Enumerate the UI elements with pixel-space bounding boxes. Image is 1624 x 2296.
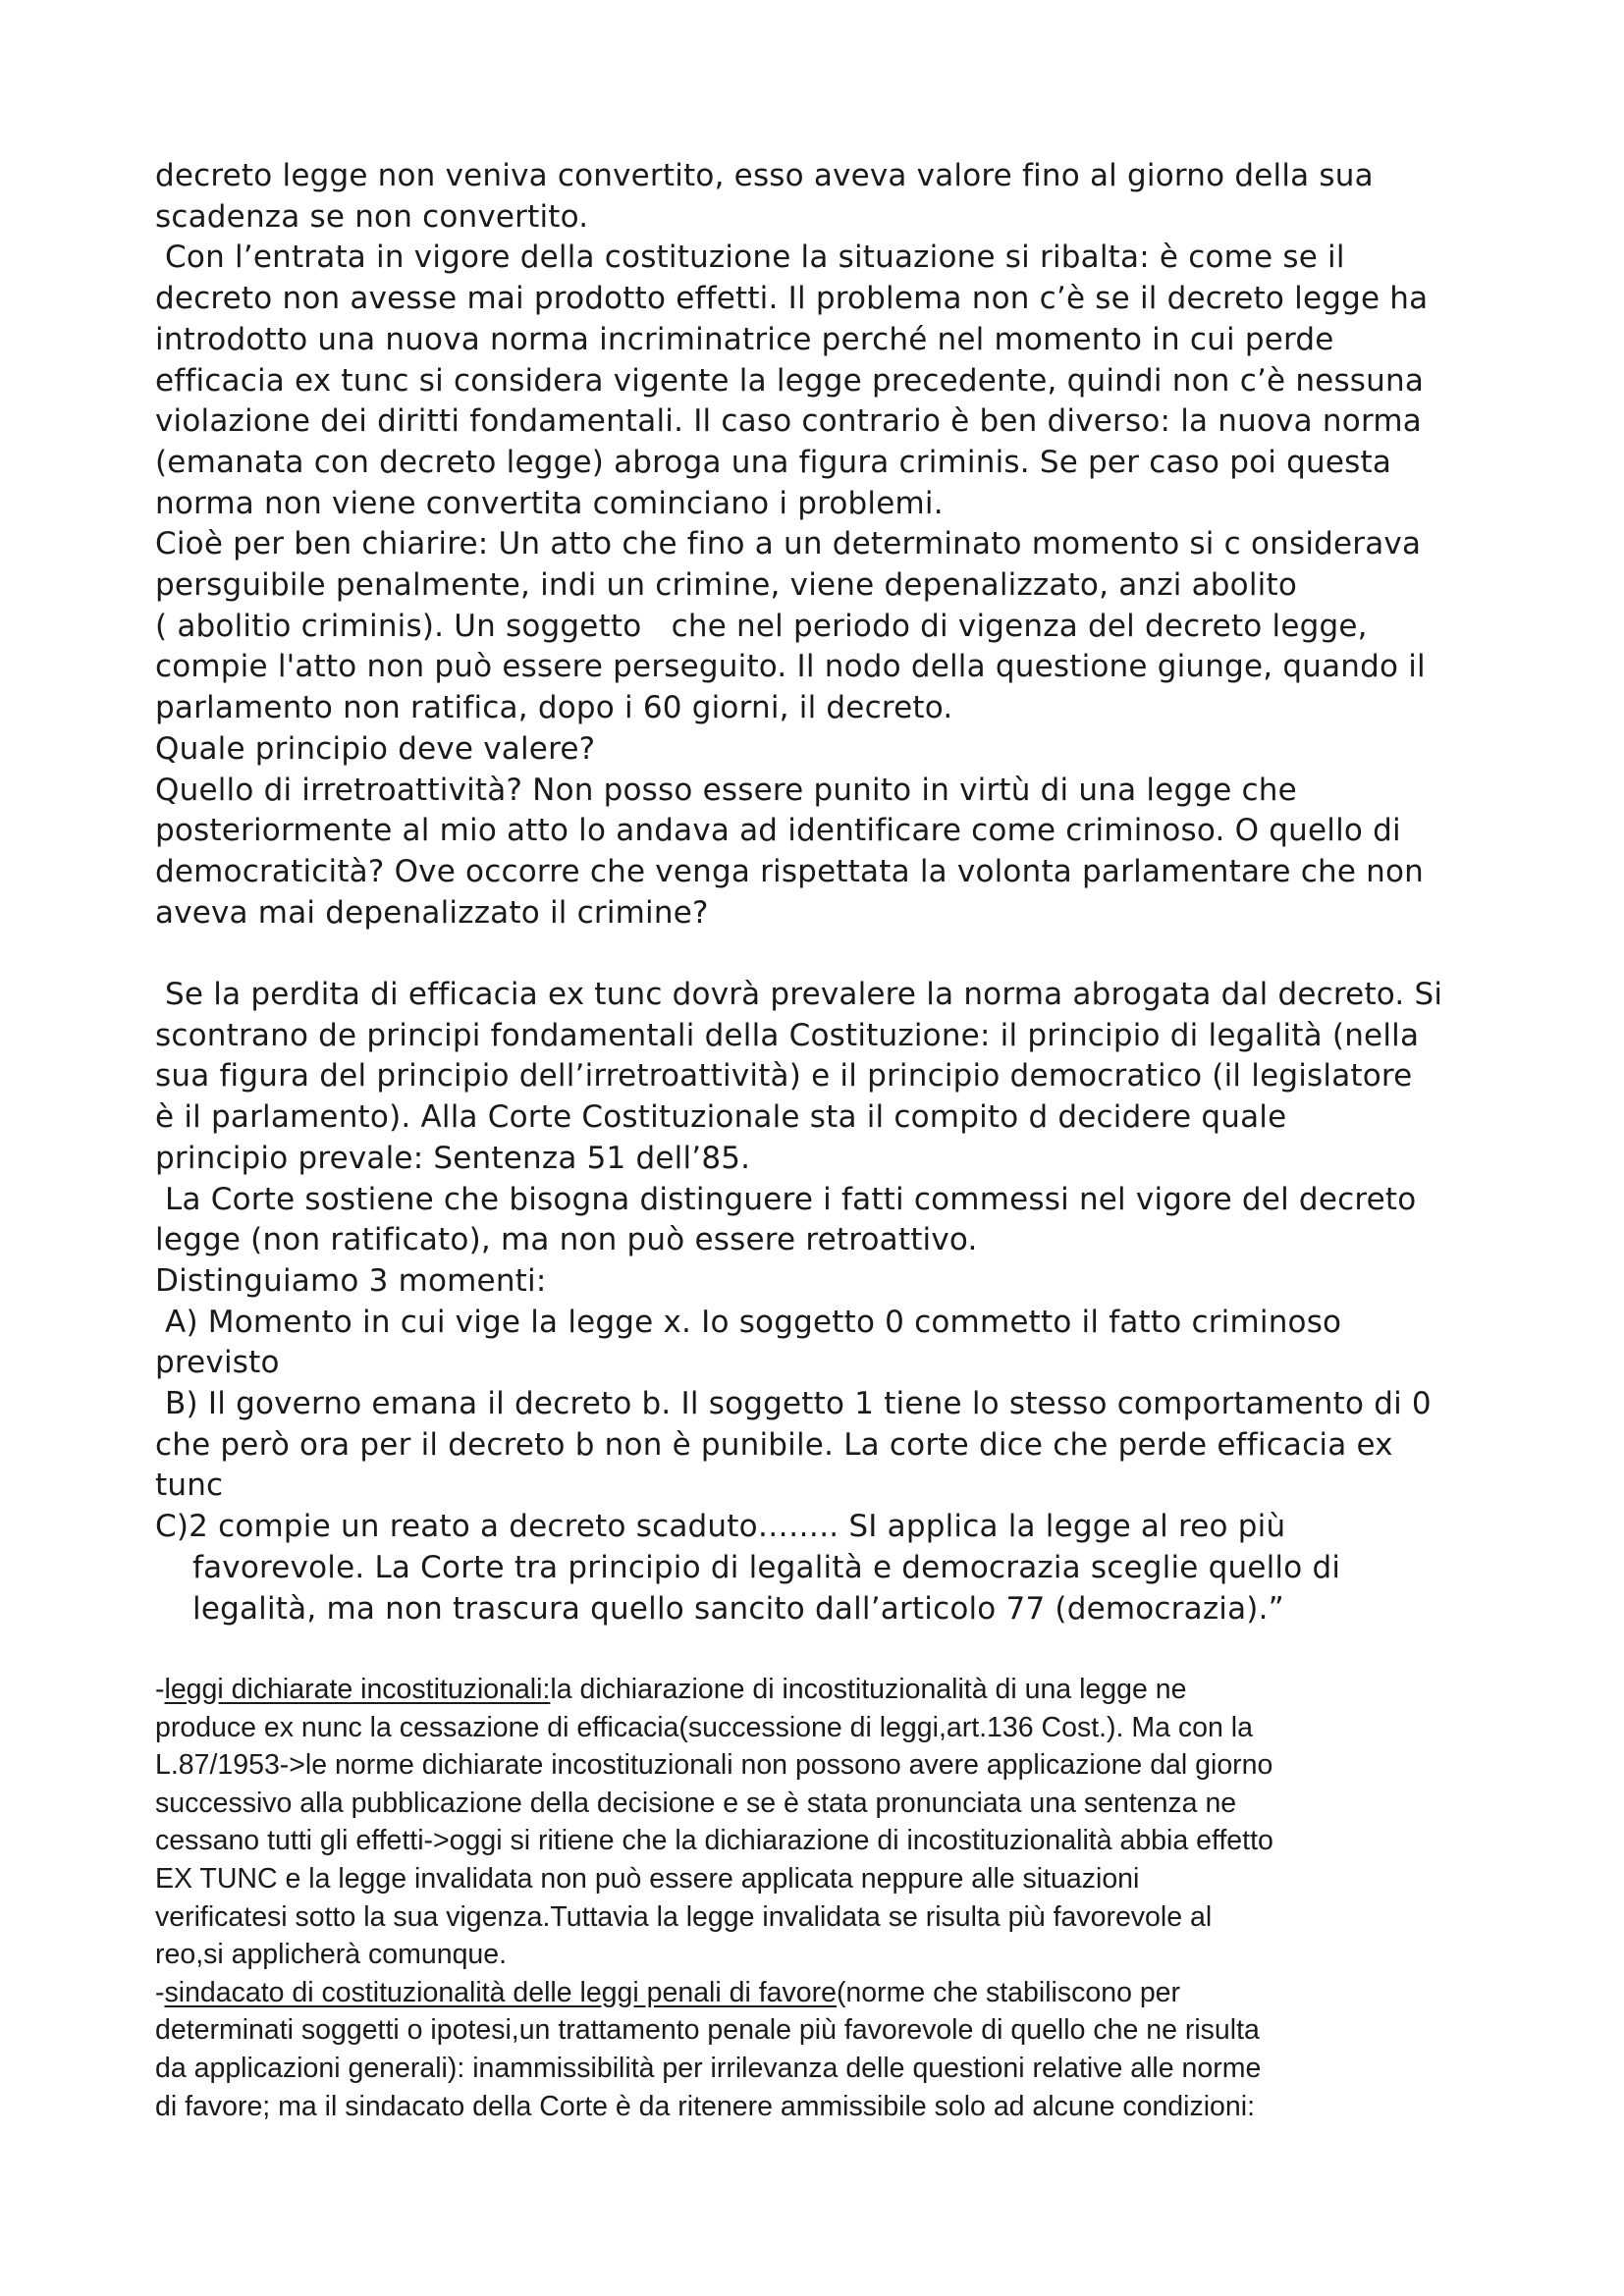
text-line: Se la perdita di efficacia ex tunc dovrà prevalere la norma abrogata dal decreto. Si (155, 977, 1443, 1012)
text-line: aveva mai depenalizzato il crimine? (155, 894, 709, 931)
text-line: Quello di irretroattività? Non posso essere punito in virtù di una legge che (155, 772, 1297, 808)
text-line: decreto legge non veniva convertito, esso aveva valore fino al giorno della sua (155, 158, 1374, 193)
text-line: ( abolitio criminis). Un soggetto che nel periodo di vigenza del decreto legge, (155, 608, 1368, 644)
underlined-heading: sindacato di costituzionalità delle leggi penali di favore (164, 1976, 837, 2008)
dash-prefix: - (155, 1976, 165, 2008)
text-line: determinati soggetti o ipotesi,un trattamento penale più favorevole di quello che ne risulta (155, 2014, 1260, 2047)
text-line: reo,si applicherà comunque. (155, 1939, 508, 1971)
text-line: Cioè per ben chiarire: Un atto che fino a un determinato momento si c onsiderava (155, 526, 1422, 562)
text-line: cessano tutti gli effetti->oggi si ritiene che la dichiarazione di incostituzionalità abbia effetto (155, 1825, 1273, 1857)
text-line: successivo alla pubblicazione della decisione e se è stata pronunciata una sentenza ne (155, 1787, 1237, 1819)
text-line: è il parlamento). Alla Corte Costituzionale sta il compito d decidere quale (155, 1099, 1287, 1136)
section-leggi-incostituzionali (155, 1671, 1490, 2125)
text-line: legge (non ratificato), ma non può essere retroattivo. (155, 1222, 978, 1258)
text-line (155, 1671, 1490, 1709)
text-line: democraticità? Ove occorre che venga rispettata la volonta parlamentare che non (155, 853, 1425, 889)
text-line: La Corte sostiene che bisogna distinguere i fatti commessi nel vigore del decreto (155, 1181, 1417, 1217)
text-line: decreto non avesse mai prodotto effetti. Il problema non c’è se il decreto legge ha (155, 281, 1429, 317)
text-line (155, 1974, 1490, 2012)
list-item-b: B) Il governo emana il decreto b. Il soggetto 1 tiene lo stesso comportamento di 0 (155, 1386, 1432, 1422)
underlined-heading: leggi dichiarate incostituzionali: (164, 1674, 551, 1705)
text-line: sua figura del principio dell’irretroattività) e il principio democratico (il legislatore (155, 1058, 1413, 1095)
text-line: persguibile penalmente, indi un crimine, viene depenalizzato, anzi abolito (155, 567, 1297, 604)
text-line: introdotto una nuova norma incriminatrice perché nel momento in cui perde (155, 321, 1334, 357)
paragraph-decreto-legge (155, 156, 1490, 934)
text-line: scontrano de principi fondamentali della Costituzione: il principio di legalità (nella (155, 1017, 1420, 1053)
text-line: parlamento non ratifica, dopo i 60 giorni, il decreto. (155, 690, 953, 726)
text-line: da applicazioni generali): inammissibilità per irrilevanza delle questioni relative alle norme (155, 2052, 1262, 2084)
list-item-a: A) Momento in cui vige la legge x. Io soggetto 0 commetto il fatto criminoso (155, 1304, 1342, 1340)
text-line: principio prevale: Sentenza 51 dell’85. (155, 1140, 751, 1176)
text-line: legalità, ma non trascura quello sancito dall’articolo 77 (democrazia).” (192, 1590, 1284, 1627)
text-line: Quale principio deve valere? (155, 730, 596, 767)
text-line: favorevole. La Corte tra principio di legalità e democrazia sceglie quello di (192, 1549, 1341, 1585)
text-line: di favore; ma il sindacato della Corte è da ritenere ammissibile solo ad alcune condizioni: (155, 2090, 1256, 2122)
heading-rest: (norme che stabiliscono per (836, 1976, 1181, 2008)
list-item-c: C)2 compie un reato a decreto scaduto…….. SI applica la legge al reo più (155, 1509, 1286, 1545)
text-line: previsto (155, 1345, 280, 1381)
text-line: (emanata con decreto legge) abroga una figura criminis. Se per caso poi questa (155, 444, 1392, 480)
text-line: norma non viene convertita cominciano i problemi. (155, 485, 944, 521)
text-line: compie l'atto non può essere perseguito. Il nodo della questione giunge, quando il (155, 649, 1426, 685)
text-line: EX TUNC e la legge invalidata non può essere applicata neppure alle situazioni (155, 1862, 1140, 1895)
text-line: verificatesi sotto la sua vigenza.Tuttavia la legge invalidata se risulta più favorevole al (155, 1900, 1213, 1933)
heading-rest: la dichiarazione di incostituzionalità di una legge ne (550, 1674, 1187, 1705)
text-line: posteriormente al mio atto lo andava ad identificare come criminoso. O quello di (155, 813, 1401, 849)
text-line: che però ora per il decreto b non è punibile. La corte dice che perde efficacia ex (155, 1426, 1393, 1463)
text-line: tunc (155, 1468, 224, 1504)
text-line: Distinguiamo 3 momenti: (155, 1262, 547, 1299)
text-line: violazione dei diritti fondamentali. Il caso contrario è ben diverso: la nuova norma (155, 403, 1422, 440)
text-line: produce ex nunc la cessazione di efficacia(successione di leggi,art.136 Cost.). Ma con la (155, 1711, 1253, 1743)
dash-prefix: - (155, 1674, 165, 1705)
text-line: scadenza se non convertito. (155, 198, 589, 235)
text-line: Con l’entrata in vigore della costituzione la situazione si ribalta: è come se il (155, 240, 1345, 276)
text-line: L.87/1953->le norme dichiarate incostituzionali non possono avere applicazione dal giorno (155, 1749, 1273, 1782)
text-line: efficacia ex tunc si considera vigente la legge precedente, quindi non c’è nessuna (155, 362, 1425, 399)
paragraph-sentenza-51 (155, 975, 1490, 1629)
